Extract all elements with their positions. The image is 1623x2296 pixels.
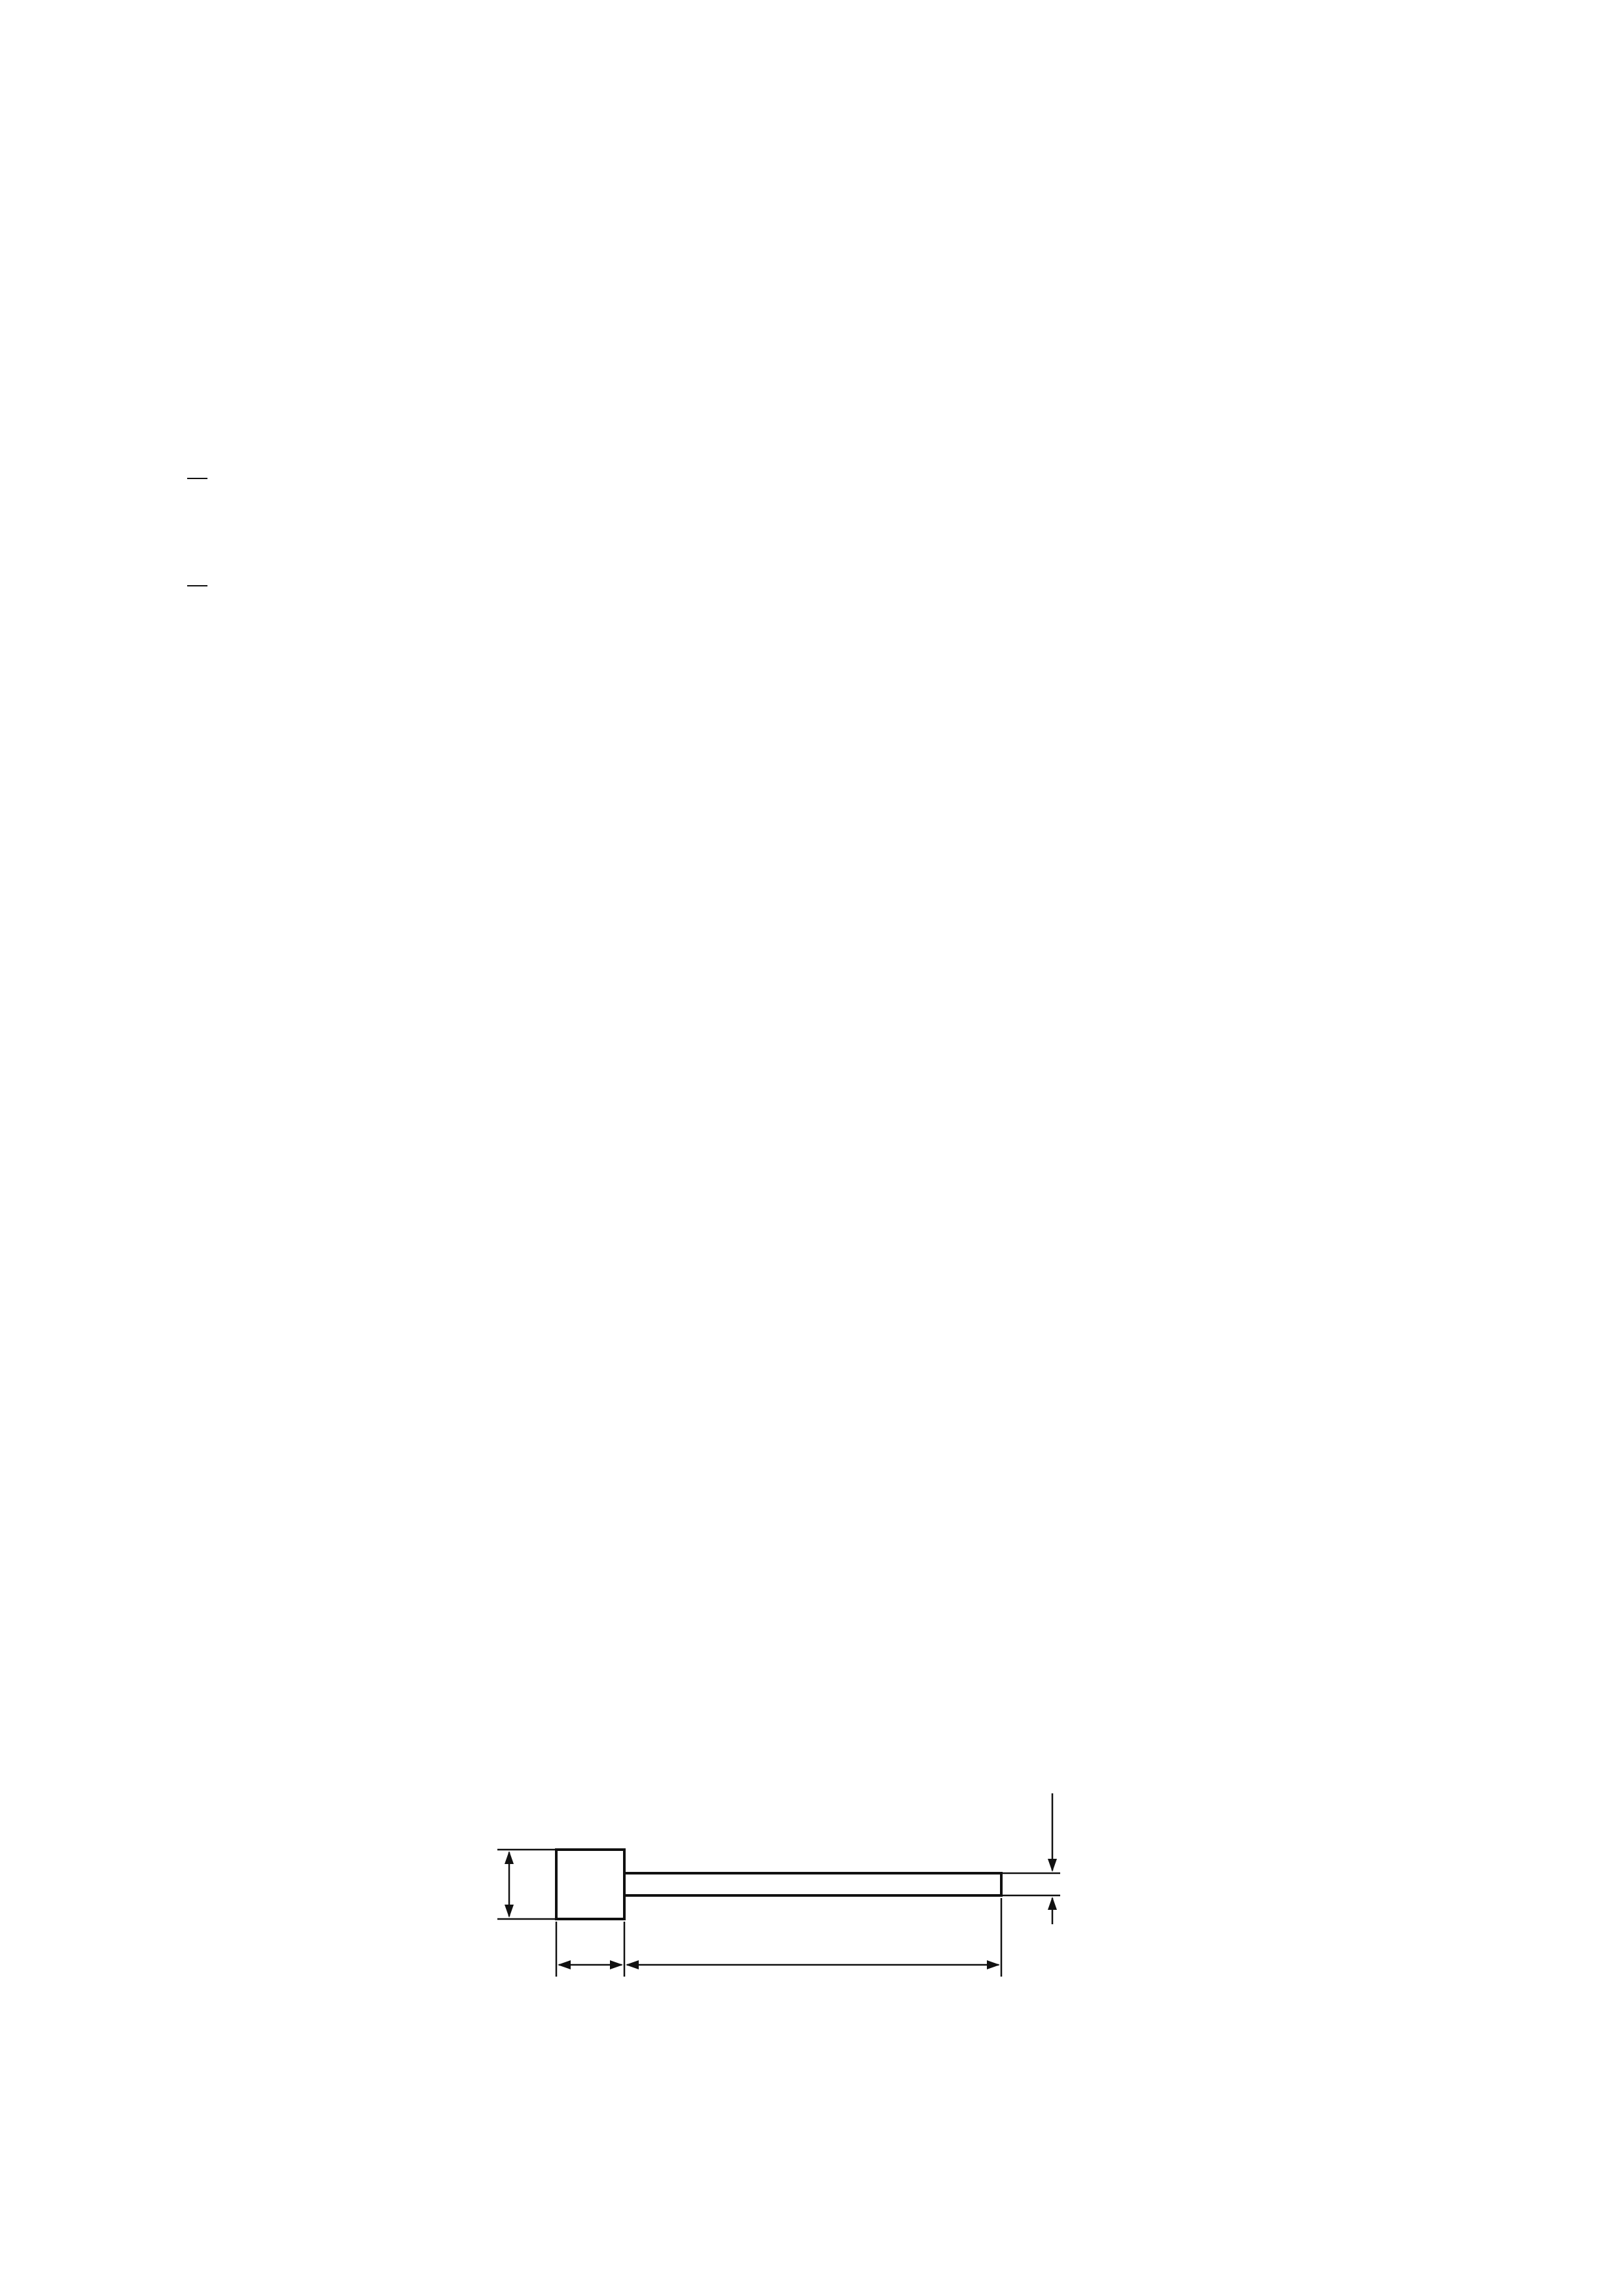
body-text bbox=[118, 226, 1420, 657]
dimension-arrows bbox=[505, 1851, 1057, 1969]
figure-101-test-rod bbox=[458, 1767, 1113, 1990]
clause-22-105 bbox=[118, 622, 1420, 655]
rod-head bbox=[556, 1850, 624, 1919]
clause-22-104 bbox=[118, 514, 1420, 547]
section-heading bbox=[187, 264, 1420, 304]
clause-22-101 bbox=[118, 336, 1420, 369]
note-1: — bbox=[187, 465, 207, 488]
clause-22-103 bbox=[118, 407, 1420, 440]
note-2: — bbox=[187, 573, 207, 596]
clause-22-102 bbox=[118, 372, 1420, 404]
dimension-lines bbox=[497, 1793, 1060, 1977]
rod-shaft bbox=[624, 1873, 1001, 1895]
